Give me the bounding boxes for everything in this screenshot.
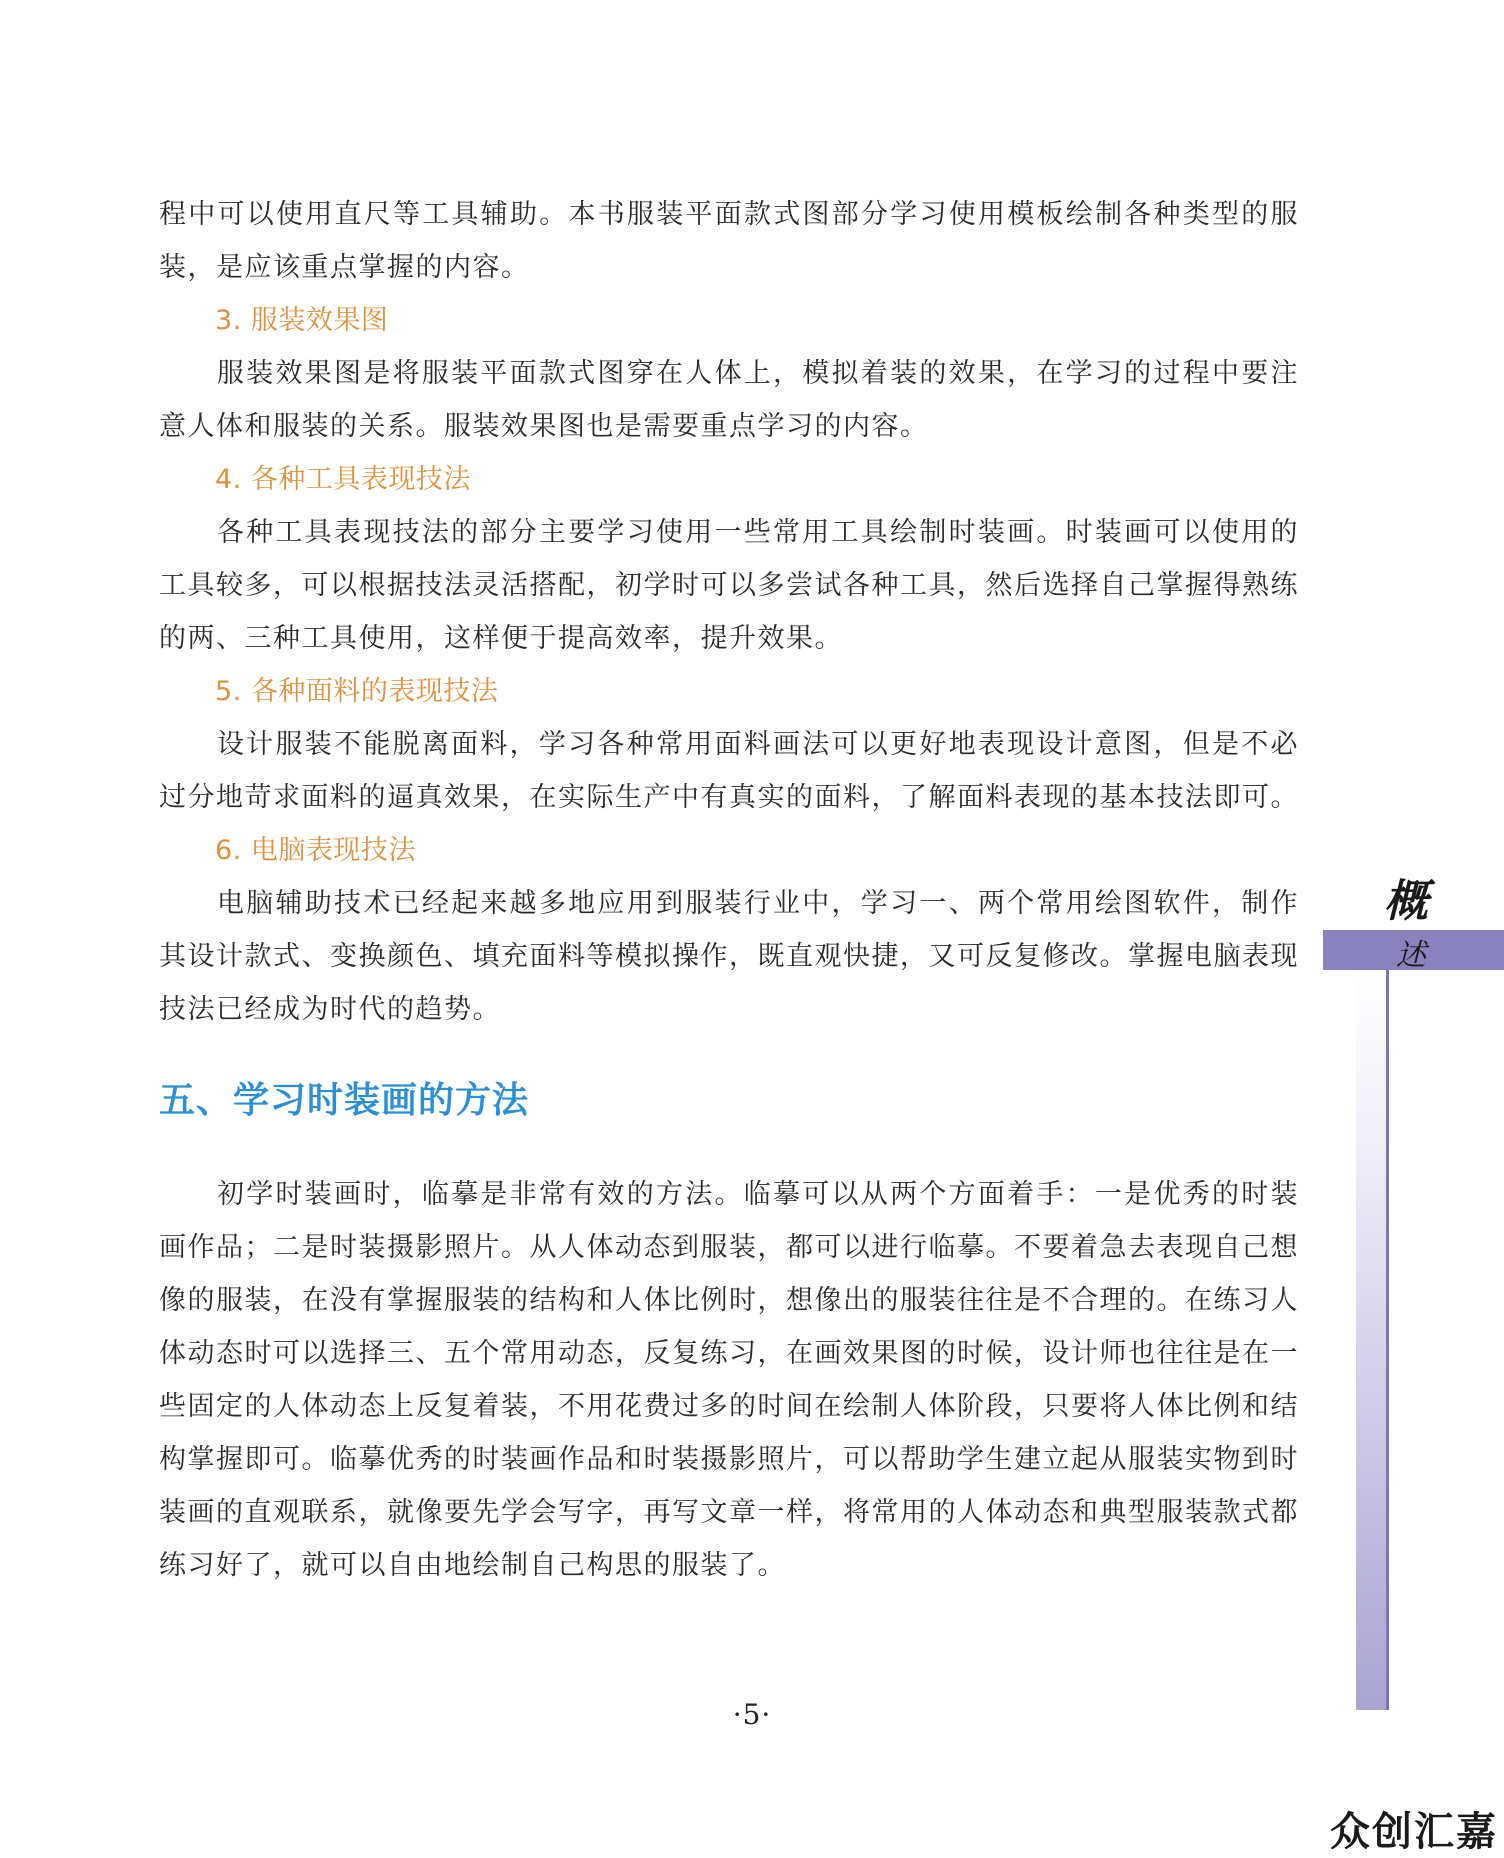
side-tab-char-1: 概 — [1384, 876, 1428, 927]
subheading-fabric-techniques: 5. 各种面料的表现技法 — [215, 676, 499, 707]
page-number: ·5· — [732, 1698, 772, 1731]
side-rail-line — [1386, 970, 1389, 1710]
paragraph-fabric-techniques: 设计服装不能脱离面料，学习各种常用面料画法可以更好地表现设计意图，但是不必过分地苛求面料的逼真效果，在实际生产中有真实的面料，了解面料表现的基本技法即可。 — [159, 729, 1299, 813]
paragraph-effect-drawing: 服装效果图是将服装平面款式图穿在人体上，模拟着装的效果，在学习的过程中要注意人体和服装的关系。服装效果图也是需要重点学习的内容。 — [159, 358, 1299, 442]
subheading-tool-techniques: 4. 各种工具表现技法 — [215, 464, 471, 495]
section-paragraph: 初学时装画时，临摹是非常有效的方法。临摹可以从两个方面着手：一是优秀的时装画作品；二是时装摄影照片。从人体动态到服装，都可以进行临摹。不要着急去表现自己想像的服装，在没有掌握服装的结构和人体比例时，想像出的服装往往是不合理的。在练习人体动态时可以选择三、五个常用动态，反复练习，在画效果图的时候，设计师也往往是在一些固定的人体动态上反复着装，不用花费过多的时间在绘制人体阶段，只要将人体比例和结构掌握即可。临摹优秀的时装画作品和时装摄影照片，可以帮助学生建立起从服装实物到时装画的直观联系，就像要先学会写字，再写文章一样，将常用的人体动态和典型服装款式都练习好了，就可以自由地绘制自己构思的服装了。 — [159, 1179, 1299, 1581]
body-content — [159, 188, 1299, 1592]
paragraph-tool-techniques: 各种工具表现技法的部分主要学习使用一些常用工具绘制时装画。时装画可以使用的工具较多，可以根据技法灵活搭配，初学时可以多尝试各种工具，然后选择自己掌握得熟练的两、三种工具使用，这样便于提高效率，提升效果。 — [159, 517, 1299, 654]
subheading-computer-techniques: 6. 电脑表现技法 — [215, 835, 416, 866]
paragraph-computer-techniques: 电脑辅助技术已经起来越多地应用到服装行业中，学习一、两个常用绘图软件，制作其设计款式、变换颜色、填充面料等模拟操作，既直观快捷，又可反复修改。掌握电脑表现技法已经成为时代的趋势。 — [159, 888, 1299, 1025]
side-rail — [1356, 970, 1386, 1710]
watermark: 众创汇嘉 — [1330, 1809, 1498, 1855]
side-tab-char-2: 述 — [1396, 938, 1426, 973]
section-title: 五、学习时装画的方法 — [159, 1080, 530, 1121]
subheading-effect-drawing: 3. 服装效果图 — [215, 305, 389, 336]
intro-paragraph: 程中可以使用直尺等工具辅助。本书服装平面款式图部分学习使用模板绘制各种类型的服装，是应该重点掌握的内容。 — [159, 199, 1299, 283]
